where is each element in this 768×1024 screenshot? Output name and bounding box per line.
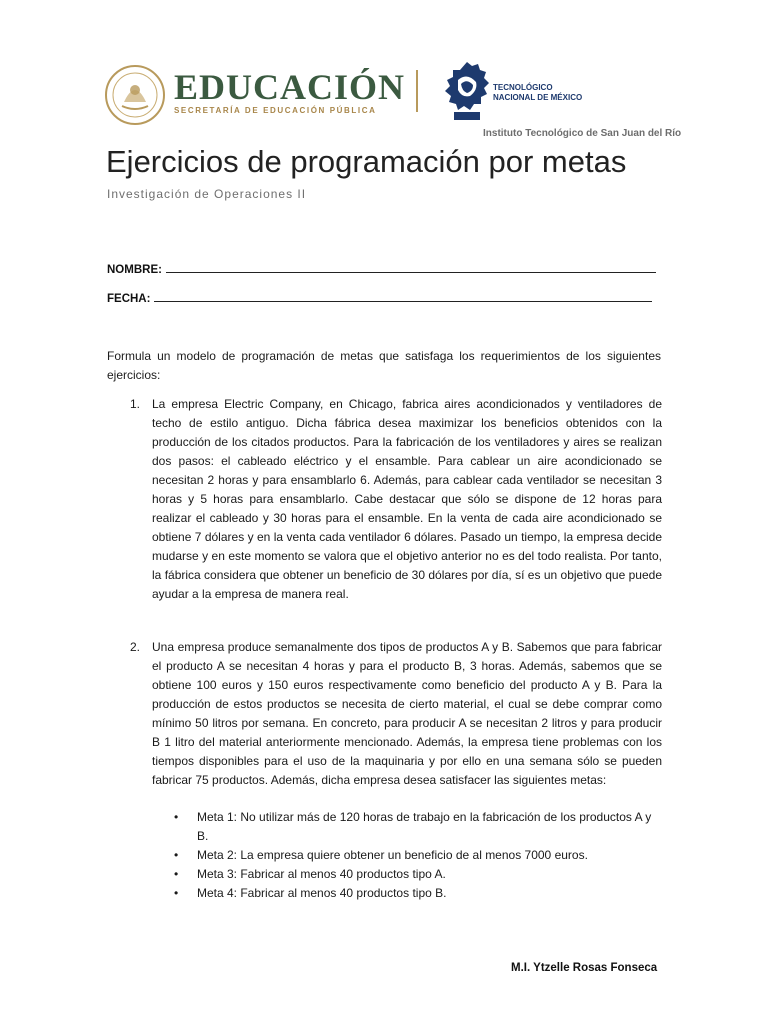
goal-text: Meta 2: La empresa quiere obtener un beneficio de al menos 7000 euros.: [197, 848, 588, 862]
tecnm-name: [493, 83, 582, 103]
bullet: •: [174, 810, 179, 824]
educacion-wordmark: EDUCACIÓN: [174, 67, 406, 107]
exercise-text: Una empresa produce semanalmente dos tipos de productos A y B. Sabemos que para fabricar el producto A se necesitan 4 horas y para el producto B, 3 horas. Además, sabemos que se obtiene 100 euros y 150 euros respectivamente como beneficio del producto A y B. Para la producción de estos productos se necesita de cierto material, el cual se debe comprar como mínimo 50 litros por semana. En concreto, para producir A se necesitan 2 litros y para producir B 1 litro del material anteriormente mencionado. Además, la empresa tiene problemas con los tiempos disponibles para el uso de la maquinaria y por ello en una semana sólo se pueden fabricar 75 productos. Además, dicha empresa desea satisfacer las siguientes metas:: [152, 640, 662, 787]
document-title: Ejercicios de programación por metas: [106, 144, 627, 179]
exercise-text: La empresa Electric Company, en Chicago, fabrica aires acondicionados y ventiladores de techo de estilo antiguo. Dicha fábrica desea maximizar los beneficios obtenidos con la producción de los citados productos. Para la fabricación de los ventiladores y aires se realizan dos pasos: el cableado eléctrico y el ensamble. Para cablear un aire acondicionado se necesitan 2 horas y para ensamblarlo 6. Además, para cablear cada ventilador se necesitan 3 horas y 5 horas para ensamblarlo. Cabe destacar que sólo se dispone de 12 horas para realizar el cableado y 30 horas para el ensamble. En la venta de cada aire acondicionado se obtiene 7 dólares y en la venta cada ventilador 6 dólares. Pasado un tiempo, la empresa decide mudarse y en este momento se valora que el objetivo anterior no es del todo realista. Por tanto, la fábrica considera que obtener un beneficio de 30 dólares por día, sí es un objetivo que puede ayudar a la empresa de manera real.: [152, 397, 662, 601]
bullet: •: [174, 867, 179, 881]
exercise-number: 1.: [130, 397, 141, 411]
goal-item: [174, 865, 662, 884]
date-field-line[interactable]: [154, 291, 652, 302]
goal-text: Meta 4: Fabricar al menos 40 productos tipo B.: [197, 886, 447, 900]
tecnm-line1: TECNOLÓGICO: [493, 83, 553, 92]
goal-item: [174, 846, 662, 865]
exercise-number: 2.: [130, 640, 141, 654]
name-field-row: [107, 262, 656, 276]
intro-paragraph: Formula un modelo de programación de metas que satisfaga los requerimientos de los siguientes ejercicios:: [107, 349, 661, 382]
tecnm-line2: NACIONAL DE MÉXICO: [493, 93, 583, 102]
tecnm-logo-icon: [444, 60, 490, 122]
goal-text: Meta 1: No utilizar más de 120 horas de trabajo en la fabricación de los productos A y B.: [197, 810, 652, 843]
institute-name: Instituto Tecnológico de San Juan del Río: [483, 128, 682, 139]
goal-text: Meta 3: Fabricar al menos 40 productos tipo A.: [197, 867, 446, 881]
goal-item: [174, 884, 662, 903]
document-subtitle: Investigación de Operaciones II: [107, 187, 307, 201]
mexico-seal-icon: [104, 64, 166, 126]
sep-subtitle: SECRETARÍA DE EDUCACIÓN PÚBLICA: [174, 106, 377, 115]
date-label: FECHA:: [107, 293, 151, 305]
name-label: NOMBRE:: [107, 264, 162, 276]
goals-list: [174, 808, 662, 903]
document-header: [104, 58, 704, 128]
name-field-line[interactable]: [166, 262, 656, 273]
header-divider: [416, 70, 418, 112]
author-signature: M.I. Ytzelle Rosas Fonseca: [511, 962, 658, 974]
bullet: •: [174, 886, 179, 900]
bullet: •: [174, 848, 179, 862]
goal-item: [174, 808, 662, 846]
date-field-row: [107, 291, 652, 305]
